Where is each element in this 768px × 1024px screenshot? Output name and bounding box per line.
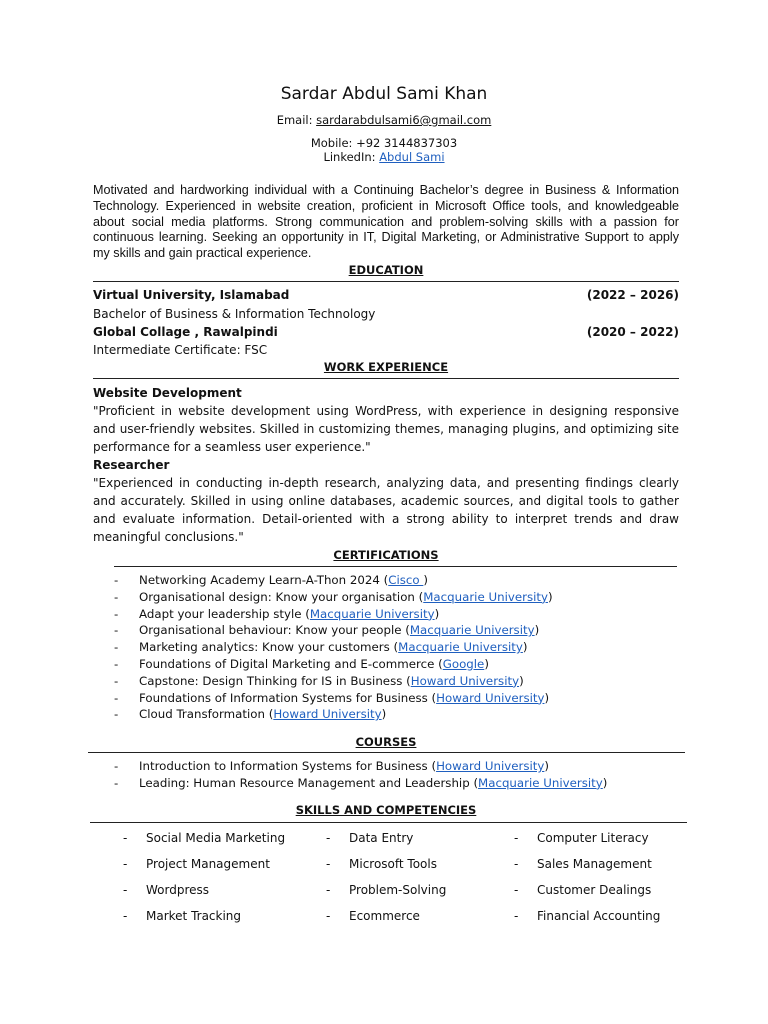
job-title: Website Development [93, 386, 242, 400]
bullet-dash: - [114, 656, 119, 671]
skill-label: Social Media Marketing [146, 831, 286, 845]
skill-item [123, 831, 286, 845]
bullet-dash: - [114, 707, 119, 722]
skill-item [514, 883, 652, 897]
certification-item [114, 639, 553, 656]
skills-divider [90, 822, 687, 823]
certifications-heading: CERTIFICATIONS [333, 548, 439, 562]
email-label: Email: [276, 113, 317, 127]
skill-label: Microsoft Tools [349, 857, 437, 871]
degree-name: Bachelor of Business & Information Technology [93, 307, 376, 321]
paren: ) [547, 589, 553, 604]
skill-item [514, 857, 652, 871]
courses-list [114, 758, 607, 792]
mobile-line: Mobile: +92 3144837303 [310, 136, 458, 150]
provider-link[interactable]: Cisco [388, 573, 424, 587]
paren: ) [434, 606, 440, 621]
provider-link[interactable]: Macquarie University [409, 623, 535, 638]
bullet-dash: - [114, 775, 119, 790]
skill-label: Market Tracking [146, 909, 242, 923]
linkedin-link[interactable]: Abdul Sami [379, 150, 445, 164]
course-title: Leading: Human Resource Management and Leadership ( [139, 775, 479, 790]
certification-title: Marketing analytics: Know your customers ( [139, 640, 399, 655]
job-description: "Experienced in conducting in-depth research, analyzing data, and presenting findings clearly and accurately. Skilled in using online databases, academic sources, and digital tools to gather and evaluate information. Detail-oriented with a strong ability to interpret trends and draw meaningful conclusions." [93, 476, 679, 544]
bullet-dash: - [114, 640, 119, 655]
course-item [114, 775, 607, 792]
paren: ) [484, 656, 489, 671]
skill-item [326, 857, 437, 871]
bullet-dash: - [114, 690, 119, 705]
bullet-dash: - [514, 909, 519, 923]
skill-label: Financial Accounting [537, 909, 661, 923]
professional-summary: Motivated and hardworking individual with a Continuing Bachelor’s degree in Business & Information Technology. Experienced in website creation, proficient in Microsoft Office tools, and knowledgeable about social media platforms. Strong communication and problem-solving skills with a passion for continuous learning. Seeking an opportunity in IT, Digital Marketing, or Administrative Support to apply my skills and gain practical experience. [93, 183, 679, 261]
skill-label: Wordpress [146, 883, 210, 897]
courses-divider [88, 752, 685, 753]
skill-label: Ecommerce [349, 909, 420, 923]
skill-item [514, 831, 649, 845]
skill-item [326, 831, 414, 845]
paren: ) [544, 690, 550, 705]
skills-heading: SKILLS AND COMPETENCIES [295, 803, 477, 817]
bullet-dash: - [114, 589, 119, 604]
skill-item [514, 909, 661, 923]
paren: ) [423, 573, 428, 587]
bullet-dash: - [326, 831, 331, 845]
bullet-dash: - [114, 759, 119, 773]
education-entry-2 [93, 325, 679, 339]
skill-item [326, 883, 447, 897]
skill-item [123, 909, 242, 923]
certification-item [114, 572, 553, 589]
education-date: (2022 – 2026) [586, 288, 679, 302]
certification-title: Capstone: Design Thinking for IS in Business ( [139, 673, 411, 688]
certification-item [114, 656, 553, 673]
job-title: Researcher [93, 458, 170, 472]
certification-title: Organisational behaviour: Know your people ( [139, 623, 410, 638]
email-link[interactable]: sardarabdulsami6@gmail.com [316, 113, 492, 127]
bullet-dash: - [123, 857, 128, 871]
certification-item [114, 673, 553, 690]
certification-item [114, 706, 553, 723]
candidate-name: Sardar Abdul Sami Khan [280, 84, 488, 104]
paren: ) [544, 759, 550, 773]
email-line [0, 113, 768, 127]
provider-link[interactable]: Macquarie University [478, 775, 603, 790]
certifications-list [114, 572, 553, 723]
bullet-dash: - [514, 883, 519, 897]
paren: ) [522, 640, 528, 655]
courses-heading: COURSES [355, 735, 417, 749]
provider-link[interactable]: Macquarie University [309, 606, 435, 621]
job-description: "Proficient in website development using WordPress, with experience in designing responsive and user-friendly websites. Skilled in customizing themes, managing plugins, and optimizing site performance for a seamless user experience." [93, 404, 679, 454]
bullet-dash: - [114, 623, 119, 638]
bullet-dash: - [123, 831, 128, 845]
certification-title: Foundations of Information Systems for Business ( [139, 690, 437, 705]
skill-item [123, 857, 270, 871]
bullet-dash: - [114, 606, 119, 621]
provider-link[interactable]: Macquarie University [423, 589, 548, 604]
degree-name: Intermediate Certificate: FSC [93, 343, 268, 357]
certification-item [114, 622, 553, 639]
bullet-dash: - [326, 883, 331, 897]
bullet-dash: - [114, 673, 119, 688]
bullet-dash: - [514, 831, 519, 845]
bullet-dash: - [326, 909, 331, 923]
certification-item [114, 690, 553, 707]
certification-title: Adapt your leadership style ( [139, 606, 310, 621]
provider-link[interactable]: Howard University [410, 673, 520, 688]
course-title: Introduction to Information Systems for Business ( [139, 759, 437, 773]
provider-link[interactable]: Howard University [273, 707, 382, 722]
education-heading: EDUCATION [348, 263, 424, 277]
bullet-dash: - [114, 573, 119, 587]
linkedin-label: LinkedIn: [323, 150, 380, 164]
paren: ) [602, 775, 608, 790]
skill-item [326, 909, 420, 923]
paren: ) [534, 623, 540, 638]
skill-label: Computer Literacy [537, 831, 649, 845]
bullet-dash: - [123, 883, 128, 897]
skill-label: Problem-Solving [349, 883, 447, 897]
skill-label: Customer Dealings [537, 883, 652, 897]
course-item [114, 758, 607, 775]
certifications-divider [114, 566, 677, 567]
certification-title: Foundations of Digital Marketing and E-commerce ( [139, 656, 443, 671]
school-name: Global Collage , Rawalpindi [93, 325, 278, 339]
certification-item [114, 606, 553, 623]
school-name: Virtual University, Islamabad [93, 288, 290, 302]
paren: ) [519, 673, 524, 688]
provider-link[interactable]: Howard University [436, 759, 545, 773]
certification-title: Cloud Transformation ( [139, 707, 274, 722]
linkedin-line [0, 150, 768, 164]
paren: ) [381, 707, 387, 722]
provider-link[interactable]: Macquarie University [398, 640, 523, 655]
certification-title: Networking Academy Learn-A-Thon 2024 ( [139, 573, 389, 587]
work-heading: WORK EXPERIENCE [323, 360, 449, 374]
provider-link[interactable]: Howard University [436, 690, 545, 705]
skill-label: Sales Management [537, 857, 652, 871]
skill-item [123, 883, 210, 897]
provider-link[interactable]: Google [442, 656, 485, 671]
certification-item [114, 589, 553, 606]
bullet-dash: - [123, 909, 128, 923]
bullet-dash: - [326, 857, 331, 871]
work-divider [93, 378, 679, 379]
bullet-dash: - [514, 857, 519, 871]
certification-title: Organisational design: Know your organisation ( [139, 589, 424, 604]
skill-label: Data Entry [349, 831, 414, 845]
education-entry-1 [93, 288, 679, 302]
education-divider [93, 281, 679, 282]
education-date: (2020 – 2022) [586, 325, 679, 339]
skill-label: Project Management [146, 857, 270, 871]
